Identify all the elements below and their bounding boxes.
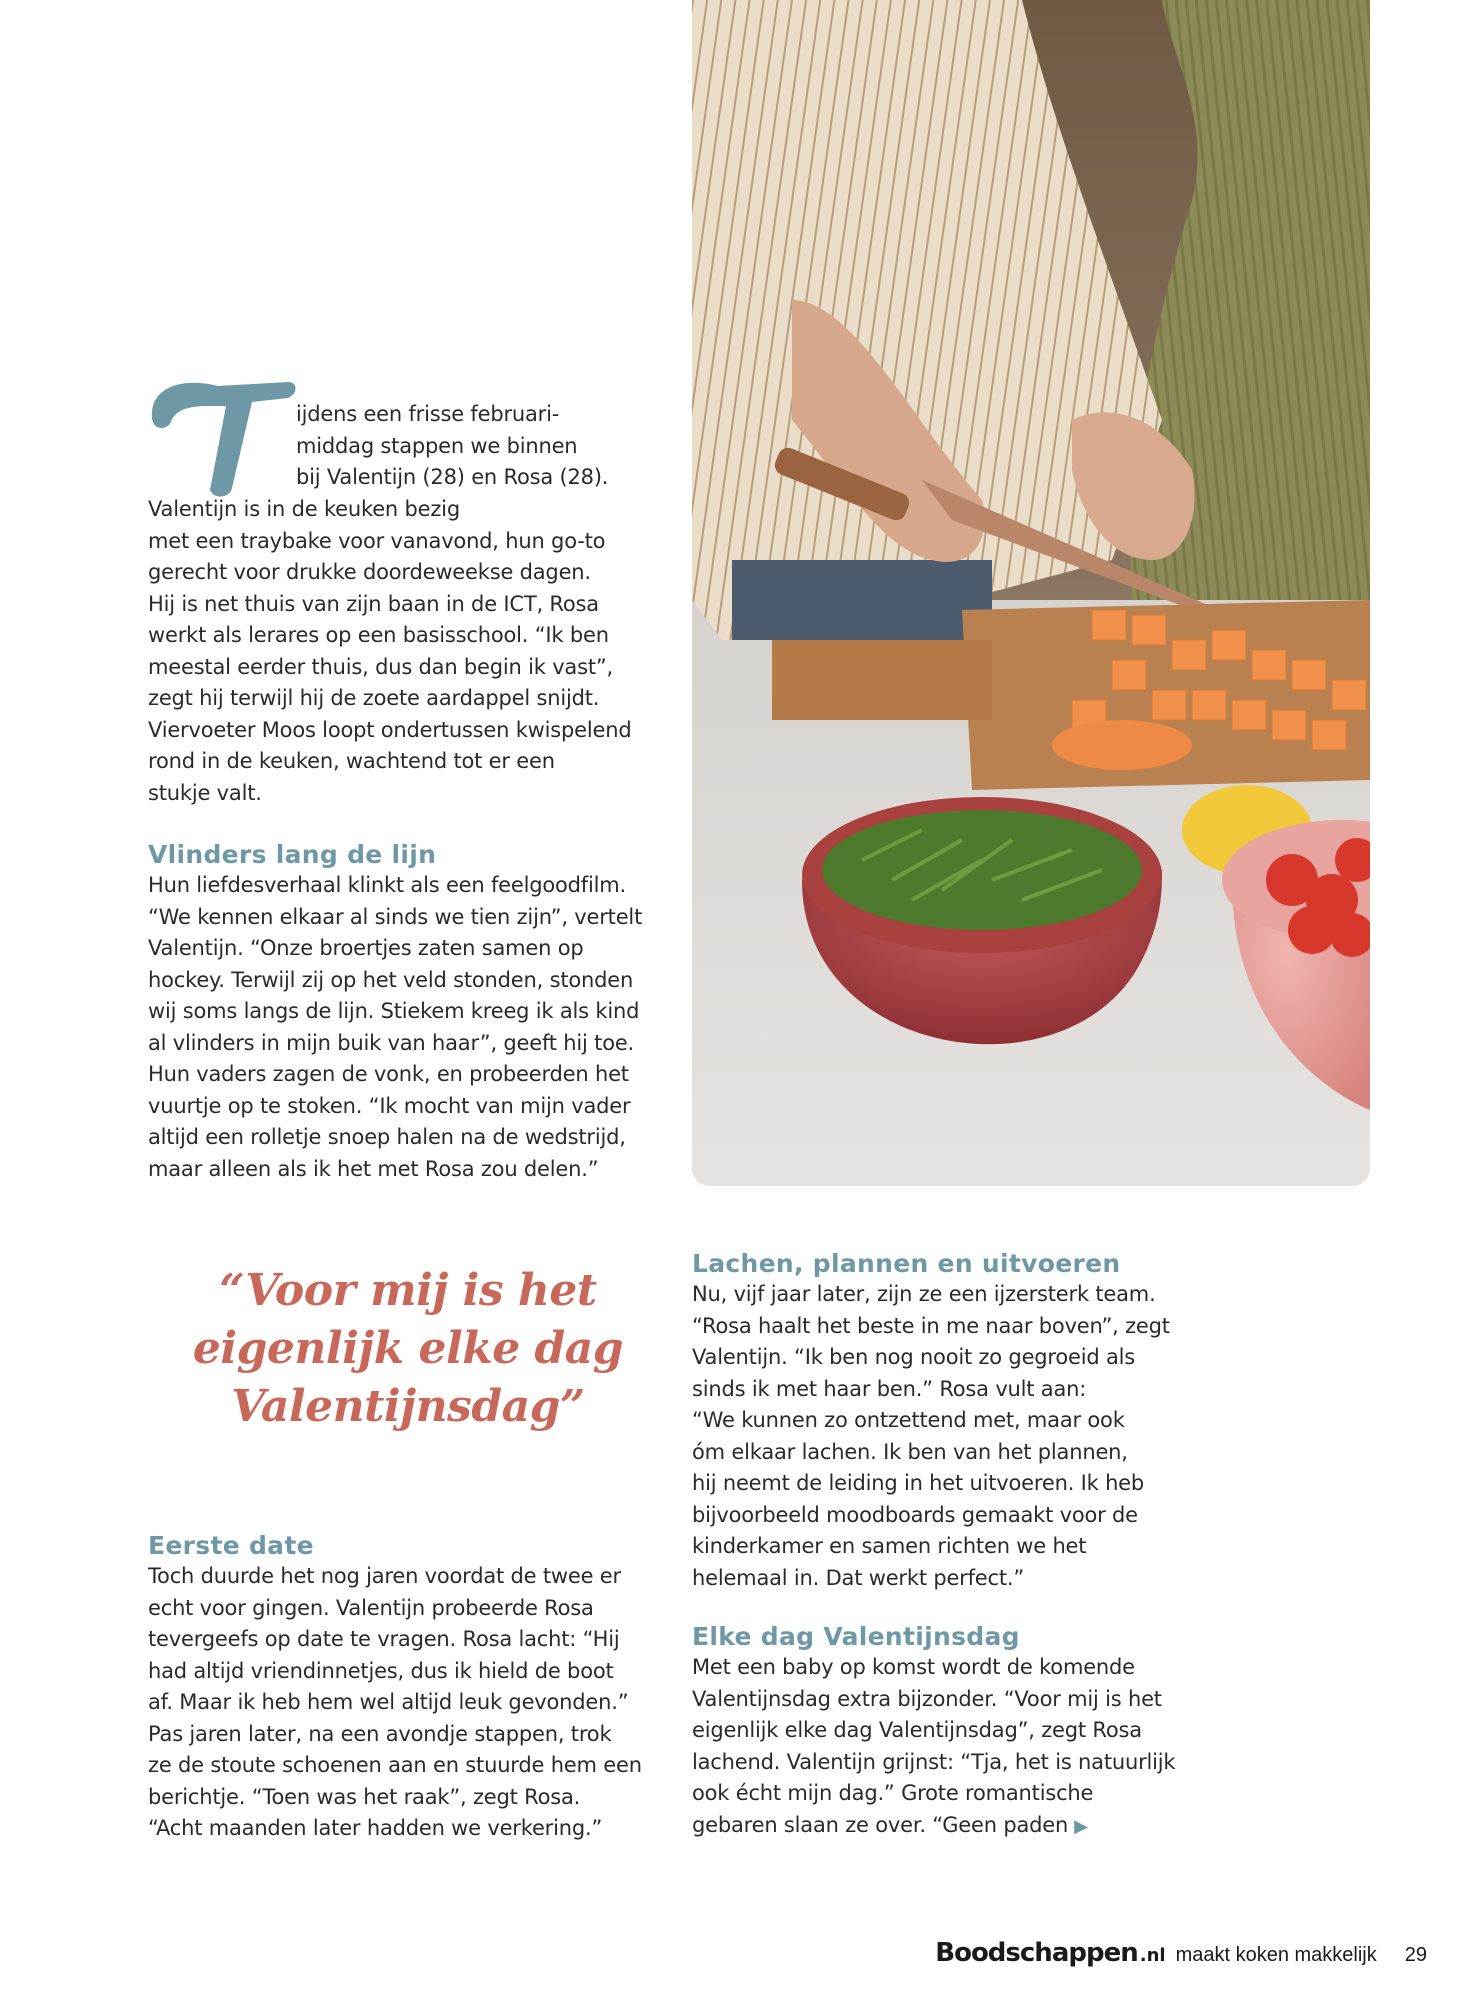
text-line: Valentijn is in de keuken bezig <box>148 497 460 521</box>
text-line: wij soms langs de lijn. Stiekem kreeg ik als kind <box>148 999 640 1023</box>
text-line: kinderkamer en samen richten we het <box>692 1534 1087 1558</box>
text-line: Viervoeter Moos loopt ondertussen kwispelend <box>148 717 632 742</box>
kitchen-photo <box>692 0 1370 1186</box>
text-line: ze de stoute schoenen aan en stuurde hem een <box>148 1753 642 1777</box>
text-line: ijdens een frisse februari- <box>296 402 560 426</box>
text-line: Nu, vijf jaar later, zijn ze een ijzersterk team. <box>692 1282 1156 1306</box>
section-body <box>148 1561 668 1845</box>
text-line: helemaal in. Dat werkt perfect.” <box>692 1565 1025 1590</box>
text-line: Hun vaders zagen de vonk, en probeerden het <box>148 1062 629 1086</box>
text-line: middag stappen we binnen <box>296 433 578 458</box>
section-body <box>148 870 668 1185</box>
quote-line: Valentijnsdag” <box>231 1381 585 1432</box>
text-line: tevergeefs op date te vragen. Rosa lacht: “Hij <box>148 1627 620 1651</box>
section-eerste-date <box>148 1531 668 1845</box>
text-line-content: gebaren slaan ze over. “Geen paden <box>692 1812 1069 1837</box>
text-line: Hij is net thuis van zijn baan in de ICT, Rosa <box>148 591 599 616</box>
text-line: maar alleen als ik het met Rosa zou delen.” <box>148 1156 599 1181</box>
brand-suffix: .nl <box>1139 1945 1166 1966</box>
text-line: rond in de keuken, wachtend tot er een <box>148 749 555 773</box>
text-line <box>692 1810 1212 1843</box>
section-elke-dag <box>692 1622 1212 1842</box>
section-body <box>692 1279 1212 1594</box>
text-line: altijd een rolletje snoep halen na de wedstrijd, <box>148 1125 626 1149</box>
text-line: lachend. Valentijn grijnst: “Tja, het is natuurlijk <box>692 1749 1176 1774</box>
text-line: zegt hij terwijl hij de zoete aardappel snijdt. <box>148 686 600 710</box>
section-lachen <box>692 1249 1212 1594</box>
text-line: af. Maar ik heb hem wel altijd leuk gevonden.” <box>148 1690 629 1714</box>
text-line: eigenlijk elke dag Valentijnsdag”, zegt Rosa <box>692 1718 1142 1742</box>
page-number: 29 <box>1404 1944 1427 1966</box>
brand-logo: Boodschappen <box>935 1938 1138 1968</box>
text-line: hij neemt de leiding in het uitvoeren. Ik heb <box>692 1471 1145 1495</box>
text-line: met een traybake voor vanavond, hun go-to <box>148 528 606 553</box>
text-line: “We kunnen zo ontzettend met, maar ook <box>692 1408 1125 1432</box>
text-line: stukje valt. <box>148 780 262 805</box>
section-heading: Vlinders lang de lijn <box>148 840 437 869</box>
text-line: vuurtje op te stoken. “Ik mocht van mijn vader <box>148 1093 631 1118</box>
text-line: al vlinders in mijn buik van haar”, geeft hij toe. <box>148 1030 635 1055</box>
drop-cap <box>148 372 298 502</box>
text-line: ook écht mijn dag.” Grote romantische <box>692 1781 1094 1805</box>
text-line: Valentijnsdag extra bijzonder. “Voor mij is het <box>692 1686 1162 1711</box>
text-line: óm elkaar lachen. Ik ben van het plannen, <box>692 1439 1128 1464</box>
brand-tagline: maakt koken makkelijk <box>1175 1944 1377 1966</box>
text-line: hockey. Terwijl zij op het veld stonden, stonden <box>148 967 634 992</box>
text-line: “Acht maanden later hadden we verkering.” <box>148 1816 603 1840</box>
text-line: Pas jaren later, na een avondje stappen, trok <box>148 1721 612 1746</box>
intro-first-lines <box>296 399 636 494</box>
section-body <box>692 1652 1212 1842</box>
quote-line: “Voor mij is het <box>219 1265 597 1316</box>
text-line: Hun liefdesverhaal klinkt als een feelgoodfilm. <box>148 873 626 897</box>
text-line: gerecht voor drukke doordeweekse dagen. <box>148 560 591 584</box>
text-line: bijvoorbeeld moodboards gemaakt voor de <box>692 1502 1138 1527</box>
page-footer <box>935 1938 1427 1968</box>
text-line: bij Valentijn (28) en Rosa (28). <box>296 465 609 489</box>
text-line: werkt als lerares op een basisschool. “Ik ben <box>148 623 609 647</box>
text-line: Valentijn. “Onze broertjes zaten samen op <box>148 936 584 960</box>
text-line: berichtje. “Toen was het raak”, zegt Rosa. <box>148 1784 581 1809</box>
pull-quote <box>148 1262 668 1436</box>
section-heading: Elke dag Valentijnsdag <box>692 1622 1020 1651</box>
text-line: had altijd vriendinnetjes, dus ik hield de boot <box>148 1658 614 1683</box>
quote-line: eigenlijk elke dag <box>192 1323 624 1374</box>
text-line: “Rosa haalt het beste in me naar boven”, zegt <box>692 1313 1170 1338</box>
text-line: echt voor gingen. Valentijn probeerde Rosa <box>148 1595 594 1620</box>
section-heading: Eerste date <box>148 1531 314 1560</box>
text-line: meestal eerder thuis, dus dan begin ik vast”, <box>148 654 614 679</box>
triangle-right-icon: ▶ <box>1074 1815 1088 1837</box>
text-line: sinds ik met haar ben.” Rosa vult aan: <box>692 1376 1087 1401</box>
text-line: “We kennen elkaar al sinds we tien zijn”, vertelt <box>148 904 643 929</box>
text-line: Valentijn. “Ik ben nog nooit zo gegroeid als <box>692 1345 1136 1369</box>
section-vlinders <box>148 840 668 1185</box>
intro-paragraph <box>148 494 668 809</box>
text-line: Toch duurde het nog jaren voordat de twee er <box>148 1564 621 1588</box>
section-heading: Lachen, plannen en uitvoeren <box>692 1249 1121 1278</box>
text-line: Met een baby op komst wordt de komende <box>692 1655 1135 1679</box>
